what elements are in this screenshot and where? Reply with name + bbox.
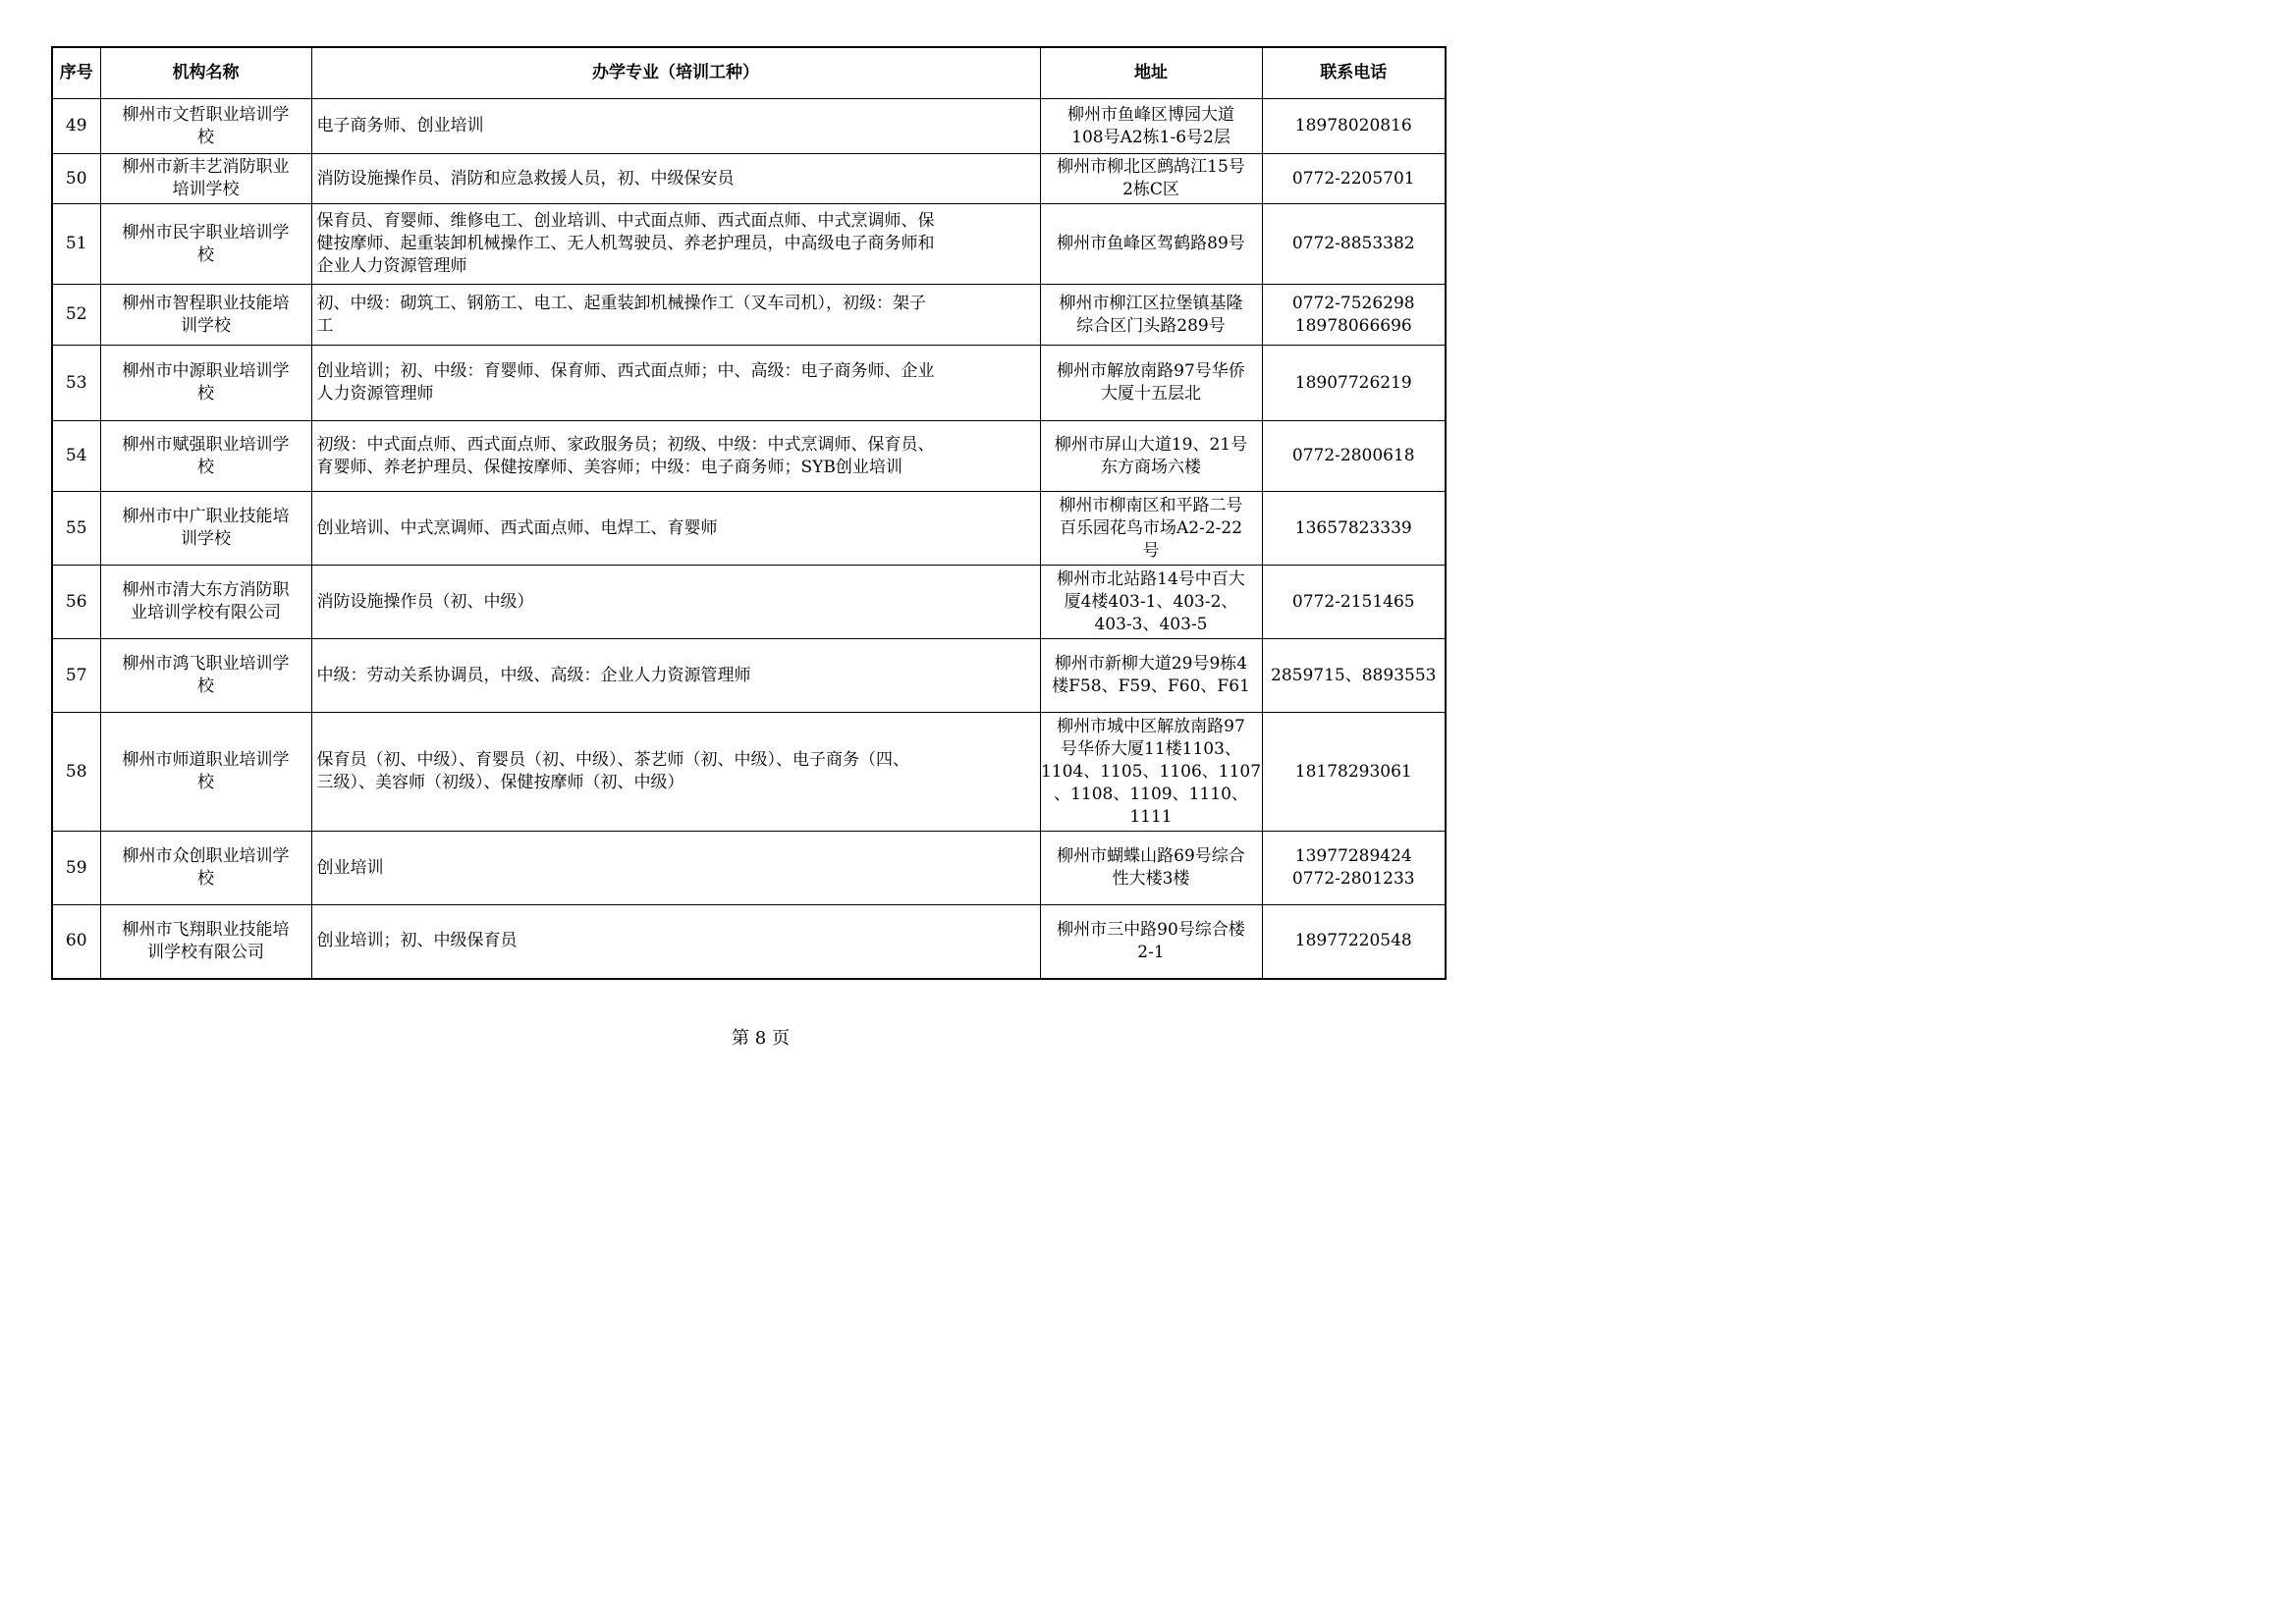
institution-table [51,46,1447,980]
cell-address-line: 柳州市新柳大道29号9栋4 [1054,654,1248,674]
cell-phone-line: 18978066696 [1294,315,1412,336]
cell-major [311,905,1040,979]
cell-org-line: 校 [197,384,214,404]
cell-org [100,346,311,421]
cell-major-line: 保育员（初、中级）、育婴员（初、中级）、茶艺师（初、中级）、电子商务（四、 [316,750,909,770]
cell-address-line: 东方商场六楼 [1101,457,1201,477]
cell-phone [1262,421,1446,492]
cell-index: 56 [52,566,100,639]
cell-org-line: 柳州市中源职业培训学 [122,361,290,381]
cell-org [100,99,311,154]
cell-phone [1262,99,1446,154]
cell-phone-line: 13977289424 [1294,846,1412,866]
cell-org-line: 柳州市飞翔职业技能培 [122,919,290,940]
cell-address [1040,713,1262,832]
cell-address-line: 厦4楼403-1、403-2、 [1064,591,1238,612]
cell-phone [1262,713,1446,832]
cell-phone-line: 18977220548 [1294,931,1412,951]
cell-major-line: 初、中级：砌筑工、钢筋工、电工、起重装卸机械操作工（叉车司机），初级：架子 [316,293,926,313]
header-address: 地址 [1040,47,1262,99]
cell-major-line: 创业培训；初、中级保育员 [316,931,518,951]
cell-address [1040,154,1262,204]
cell-address-line: 柳州市鱼峰区博园大道 [1067,104,1234,125]
cell-major [311,713,1040,832]
cell-org [100,639,311,713]
cell-address [1040,204,1262,285]
cell-org-line: 柳州市智程职业技能培 [122,293,290,313]
cell-address-line: 大厦十五层北 [1101,384,1201,404]
cell-phone-line: 13657823339 [1294,517,1412,538]
cell-phone [1262,492,1446,566]
cell-index: 57 [52,639,100,713]
cell-major [311,204,1040,285]
cell-major-line: 初级：中式面点师、西式面点师、家政服务员；初级、中级：中式烹调师、保育员、 [316,434,935,455]
cell-org-line: 柳州市新丰艺消防职业 [122,157,290,177]
cell-address-line: 柳州市三中路90号综合楼 [1057,919,1245,940]
cell-address-line: 号华侨大厦11楼1103、 [1061,738,1241,759]
cell-phone [1262,566,1446,639]
cell-major-line: 健按摩师、起重装卸机械操作工、无人机驾驶员、养老护理员，中高级电子商务师和 [316,234,935,253]
cell-major-line: 创业培训；初、中级：育婴师、保育师、西式面点师；中、高级：电子商务师、企业 [316,361,935,381]
cell-address [1040,346,1262,421]
cell-org-line: 柳州市师道职业培训学 [122,750,290,770]
header-major: 办学专业（培训工种） [311,47,1040,99]
cell-major [311,99,1040,154]
cell-address [1040,832,1262,905]
cell-index: 58 [52,713,100,832]
cell-phone-line: 18907726219 [1294,372,1412,393]
cell-address-line: 、1108、1109、1110、 [1054,784,1248,804]
cell-address-line: 柳州市柳江区拉堡镇基隆 [1059,293,1243,313]
cell-org-line: 柳州市中广职业技能培 [122,507,290,526]
cell-index: 59 [52,832,100,905]
cell-org-line: 校 [197,457,214,477]
cell-org [100,905,311,979]
cell-address-line: 108号A2栋1-6号2层 [1071,127,1230,147]
cell-org-line: 训学校有限公司 [147,942,264,962]
cell-address-line: 2栋C区 [1122,180,1179,199]
cell-index: 53 [52,346,100,421]
cell-index: 49 [52,99,100,154]
table-row [52,832,1446,905]
cell-index: 50 [52,154,100,204]
cell-address-line: 综合区门头路289号 [1076,315,1226,336]
cell-org [100,832,311,905]
cell-phone [1262,204,1446,285]
cell-phone-line: 0772-2801233 [1291,869,1415,889]
cell-address [1040,639,1262,713]
cell-phone-line: 0772-2151465 [1291,591,1415,612]
cell-address-line: 403-3、403-5 [1094,614,1208,634]
cell-phone-line: 0772-7526298 [1291,293,1415,313]
cell-major-line: 人力资源管理师 [316,384,434,404]
cell-org-line: 柳州市民宇职业培训学 [122,222,290,243]
cell-org-line: 校 [197,869,214,889]
header-index: 序号 [52,47,100,99]
cell-org [100,421,311,492]
cell-org-line: 柳州市鸿飞职业培训学 [122,654,290,674]
table-row [52,204,1446,285]
cell-address [1040,99,1262,154]
cell-phone [1262,639,1446,713]
cell-address-line: 柳州市北站路14号中百大 [1057,568,1245,589]
cell-major [311,346,1040,421]
table-row [52,905,1446,979]
table-row [52,492,1446,566]
table-row [52,713,1446,832]
cell-org-line: 校 [197,127,214,147]
cell-index: 60 [52,905,100,979]
cell-phone [1262,905,1446,979]
cell-address [1040,566,1262,639]
header-row [52,47,1446,99]
cell-address [1040,285,1262,346]
cell-org-line: 校 [197,773,214,792]
cell-index: 52 [52,285,100,346]
cell-phone-line: 0772-2800618 [1291,446,1415,465]
cell-address-line: 楼F58、F59、F60、F61 [1052,676,1250,696]
cell-major-line: 育婴师、养老护理员、保健按摩师、美容师；中级：电子商务师；SYB创业培训 [316,457,902,477]
cell-address-line: 百乐园花鸟市场A2-2-22 [1059,517,1243,538]
cell-major [311,492,1040,566]
cell-address-line: 柳州市城中区解放南路97 [1057,716,1245,736]
cell-major-line: 工 [316,315,334,336]
cell-org-line: 柳州市众创职业培训学 [122,846,290,866]
cell-address [1040,421,1262,492]
cell-phone [1262,154,1446,204]
cell-org-line: 校 [197,676,214,696]
cell-org [100,566,311,639]
cell-phone-line: 18178293061 [1294,761,1412,782]
cell-address-line: 号 [1142,540,1160,561]
cell-org [100,713,311,832]
cell-org [100,492,311,566]
cell-address [1040,905,1262,979]
cell-phone-line: 2859715、8893553 [1271,665,1437,685]
header-org: 机构名称 [100,47,311,99]
cell-address-line: 1104、1105、1106、1107 [1040,761,1262,782]
table-row [52,285,1446,346]
cell-org-line: 校 [197,244,214,265]
table-row [52,154,1446,204]
cell-address-line: 1111 [1129,806,1173,827]
cell-major [311,154,1040,204]
cell-org-line: 培训学校 [172,180,240,199]
cell-phone [1262,285,1446,346]
cell-major-line: 创业培训、中式烹调师、西式面点师、电焊工、育婴师 [316,517,718,538]
table-row [52,566,1446,639]
cell-index: 55 [52,492,100,566]
cell-address-line: 柳州市屏山大道19、21号 [1054,434,1248,455]
cell-major [311,421,1040,492]
table-row [52,639,1446,713]
cell-phone [1262,346,1446,421]
cell-org-line: 柳州市赋强职业培训学 [122,434,290,455]
cell-org [100,285,311,346]
cell-phone-line: 0772-8853382 [1291,234,1415,253]
header-phone: 联系电话 [1262,47,1446,99]
cell-address-line: 柳州市柳北区鹧鸪江15号 [1057,157,1245,177]
cell-address [1040,492,1262,566]
cell-org-line: 柳州市清大东方消防职 [122,580,290,600]
cell-phone-line: 18978020816 [1294,116,1412,135]
cell-major-line: 消防设施操作员、消防和应急救援人员，初、中级保安员 [316,168,735,189]
cell-index: 51 [52,204,100,285]
cell-address-line: 柳州市鱼峰区驾鹤路89号 [1057,234,1245,253]
cell-major-line: 企业人力资源管理师 [316,256,467,276]
table-row [52,346,1446,421]
cell-org-line: 训学校 [181,315,231,336]
page-number: 第 8 页 [732,1028,790,1049]
cell-org [100,204,311,285]
cell-address-line: 2-1 [1137,942,1165,962]
table-row [52,99,1446,154]
cell-major [311,285,1040,346]
cell-address-line: 性大楼3楼 [1112,869,1190,889]
cell-major [311,832,1040,905]
cell-phone [1262,832,1446,905]
cell-major-line: 创业培训 [316,857,384,878]
cell-major-line: 保育员、育婴师、维修电工、创业培训、中式面点师、西式面点师、中式烹调师、保 [316,211,935,231]
cell-org-line: 柳州市文哲职业培训学 [122,104,290,125]
table-row [52,421,1446,492]
cell-major-line: 三级）、美容师（初级）、保健按摩师（初、中级） [316,773,684,792]
cell-address-line: 柳州市柳南区和平路二号 [1059,495,1243,515]
cell-major-line: 电子商务师、创业培训 [316,116,484,135]
cell-major [311,639,1040,713]
cell-org-line: 业培训学校有限公司 [131,603,281,622]
cell-major-line: 消防设施操作员（初、中级） [316,591,534,612]
cell-org [100,154,311,204]
table-body [52,99,1446,979]
cell-major-line: 中级：劳动关系协调员，中级、高级：企业人力资源管理师 [316,665,751,685]
cell-org-line: 训学校 [181,529,231,549]
cell-major [311,566,1040,639]
cell-index: 54 [52,421,100,492]
cell-address-line: 柳州市蝴蝶山路69号综合 [1057,846,1245,866]
cell-phone-line: 0772-2205701 [1291,168,1415,189]
cell-address-line: 柳州市解放南路97号华侨 [1057,361,1245,381]
